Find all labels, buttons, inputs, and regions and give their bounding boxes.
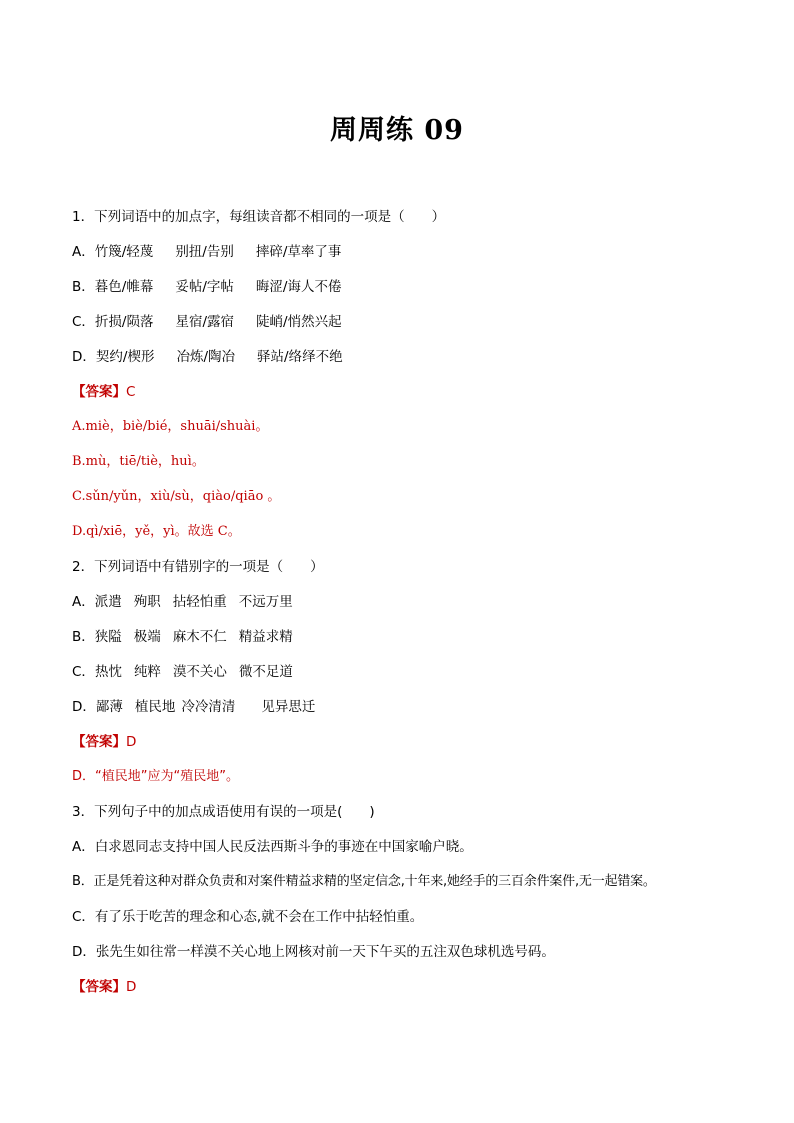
- option-word: 星宿/露宿: [175, 314, 235, 330]
- answer-value: D: [126, 734, 137, 750]
- option-label: A．: [72, 594, 95, 610]
- answer-value: C: [126, 384, 136, 400]
- option-word: 晦涩/诲人不倦: [255, 279, 342, 295]
- question-3-answer: [72, 972, 732, 1007]
- option-word: 契约/楔形: [95, 349, 155, 365]
- question-1-stem: 1．下列词语中的加点字，每组读音都不相同的一项是（ ）: [72, 209, 446, 225]
- option-label: B．: [72, 279, 95, 295]
- exercise-content: [72, 202, 732, 1007]
- option-word: 妥帖/字帖: [175, 279, 234, 295]
- option-word: 暮色/帷幕: [94, 279, 154, 295]
- option-word: 见异思迁: [261, 699, 316, 715]
- question-2-answer: [72, 727, 732, 762]
- question-1-option-d: [72, 342, 732, 377]
- option-word: 漠不关心: [172, 664, 227, 680]
- question-2-option-d: [72, 692, 732, 727]
- option-word: 摔碎/草率了事: [255, 244, 342, 260]
- option-word: 折损/陨落: [94, 314, 154, 330]
- option-word: 殉职: [133, 594, 161, 610]
- question-2-stem: 2．下列词语中有错别字的一项是（ ）: [72, 559, 324, 575]
- question-2-option-a: [72, 587, 732, 622]
- option-word: 派遣: [94, 594, 122, 610]
- option-word: 鄙薄: [95, 699, 123, 715]
- answer-tag: 【答案】: [72, 979, 126, 995]
- question-2-explanation: D．“植民地”应为“殖民地”。: [72, 769, 239, 784]
- option-word: 冷冷清清: [181, 699, 236, 715]
- question-1-option-a: [72, 237, 732, 272]
- question-1-explanation-d: D.qì/xiē，yě，yì。故选 C。: [72, 524, 241, 539]
- question-3-option-a: A．白求恩同志支持中国人民反法西斯斗争的事迹在中国家喻户晓。: [72, 839, 473, 855]
- question-3-option-d: D．张先生如往常一样漠不关心地上网核对前一天下午买的五注双色球机选号码。: [72, 944, 555, 960]
- question-3-option-b: B．正是凭着这种对群众负责和对案件精益求精的坚定信念,十年来,她经手的三百余件案件,无一起错案。: [72, 874, 656, 889]
- question-1-explanation-b: B.mù，tiē/tiè，huì。: [72, 454, 205, 469]
- option-word: 冶炼/陶冶: [176, 349, 236, 365]
- option-word: 微不足道: [238, 664, 293, 680]
- option-word: 热忱: [94, 664, 122, 680]
- option-word: 不远万里: [238, 594, 293, 610]
- option-word: 纯粹: [133, 664, 161, 680]
- option-label: B．: [72, 629, 95, 645]
- question-1-answer: [72, 377, 732, 412]
- question-1-explanation-c: C.sǔn/yǔn，xiù/sù，qiào/qiāo 。: [72, 489, 281, 504]
- option-label: C．: [72, 314, 95, 330]
- option-word: 拈轻怕重: [172, 594, 227, 610]
- option-word: 精益求精: [238, 629, 293, 645]
- option-word: 驿站/络绎不绝: [257, 349, 343, 365]
- question-1-option-c: [72, 307, 732, 342]
- option-label: C．: [72, 664, 95, 680]
- answer-tag: 【答案】: [72, 734, 126, 750]
- option-word: 极端: [133, 629, 161, 645]
- option-word: 竹篾/轻蔑: [94, 244, 154, 260]
- question-3-stem: 3．下列句子中的加点成语使用有误的一项是( ): [72, 804, 375, 820]
- option-word: 狭隘: [94, 629, 122, 645]
- answer-tag: 【答案】: [72, 384, 126, 400]
- option-word: 陡峭/悄然兴起: [256, 314, 342, 330]
- question-1-explanation-a: A.miè，biè/bié，shuāi/shuài。: [72, 419, 269, 434]
- question-3-option-c: C．有了乐于吃苦的理念和心态,就不会在工作中拈轻怕重。: [72, 909, 424, 925]
- question-1-option-b: [72, 272, 732, 307]
- option-word: 别扭/告别: [175, 244, 234, 260]
- option-word: 植民地: [134, 699, 176, 715]
- question-2-option-b: [72, 622, 732, 657]
- option-label: D．: [72, 349, 96, 365]
- option-label: D．: [72, 699, 96, 715]
- option-label: A．: [72, 244, 95, 260]
- option-word: 麻木不仁: [172, 629, 227, 645]
- page-title: 周周练 09: [330, 115, 464, 146]
- question-2-option-c: [72, 657, 732, 692]
- answer-value: D: [126, 979, 137, 995]
